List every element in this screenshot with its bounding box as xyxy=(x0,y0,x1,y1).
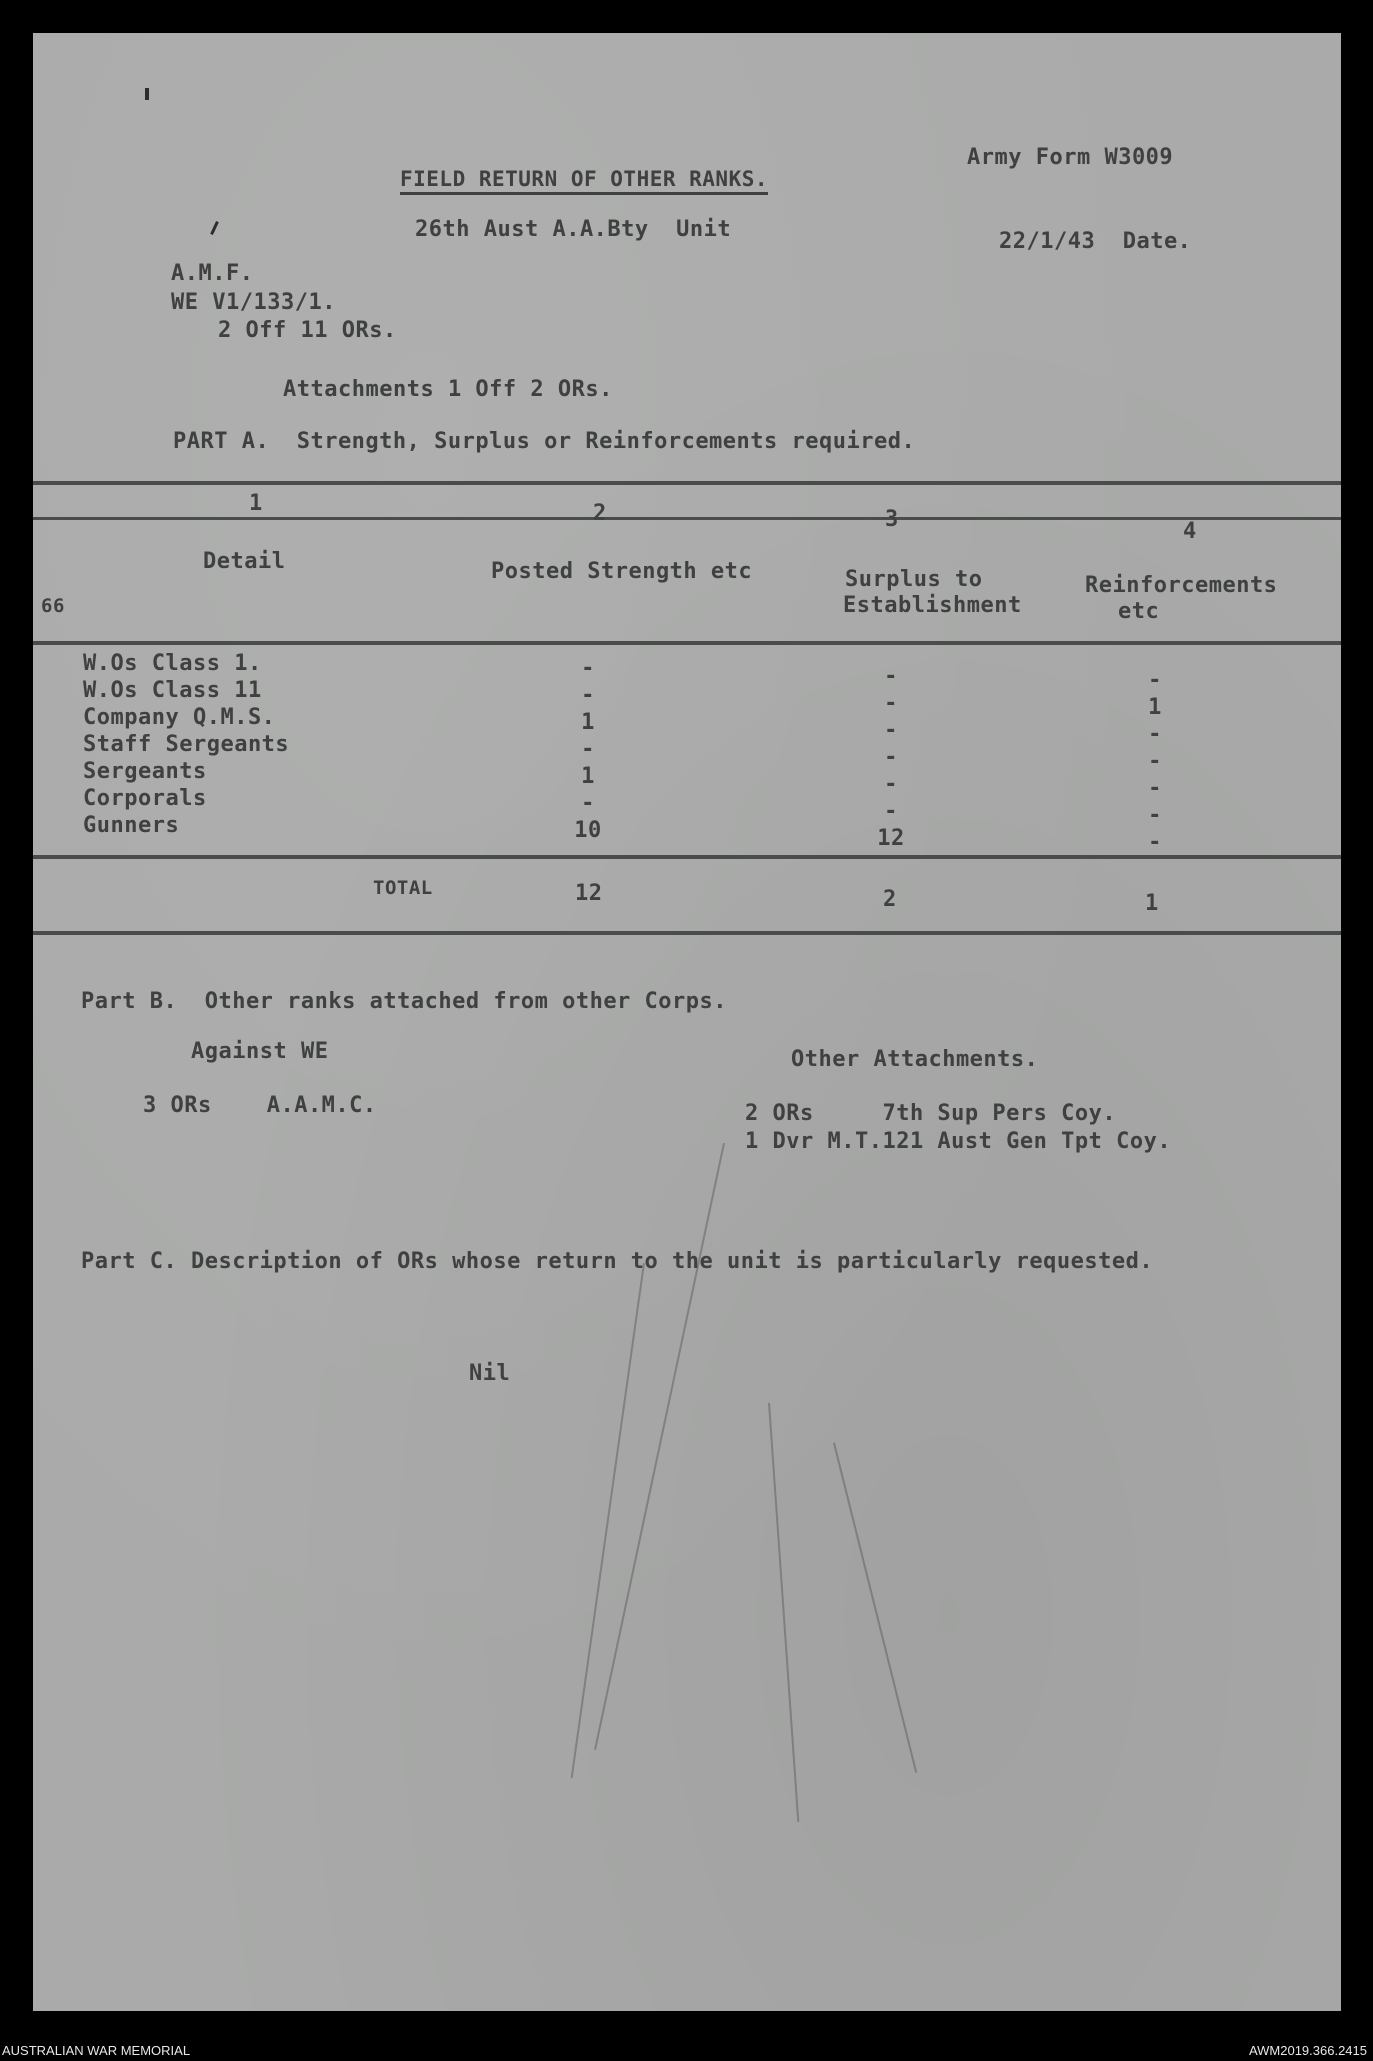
row-posted: - xyxy=(581,656,595,681)
row-posted: 10 xyxy=(574,818,602,843)
column-number-3: 3 xyxy=(885,507,899,532)
attachments-line: Attachments 1 Off 2 ORs. xyxy=(283,377,613,402)
row-surplus: - xyxy=(884,691,898,716)
surplus-column xyxy=(871,663,911,852)
date-line: 22/1/43 Date. xyxy=(999,229,1192,254)
establishment-line-3: 2 Off 11 ORs. xyxy=(218,318,397,343)
other-attachment-entry: 2 ORs 7th Sup Pers Coy. xyxy=(745,1101,1117,1126)
row-reinforcements: - xyxy=(1148,830,1162,855)
document-page xyxy=(33,33,1341,2011)
row-surplus: - xyxy=(884,745,898,770)
against-we-entry: 3 ORs A.A.M.C. xyxy=(143,1093,377,1118)
other-attachment-entry: 1 Dvr M.T.121 Aust Gen Tpt Coy. xyxy=(745,1129,1172,1154)
header-posted-strength: Posted Strength etc xyxy=(491,559,753,584)
header-surplus-line-2: Establishment xyxy=(843,593,1022,618)
header-reinforcements-line-2: etc xyxy=(1118,599,1160,624)
reinforcements-column xyxy=(1135,667,1175,856)
row-reinforcements: - xyxy=(1148,803,1162,828)
paper-crease xyxy=(594,1143,725,1750)
row-posted: 1 xyxy=(581,764,595,789)
table-rule-header xyxy=(33,641,1341,645)
stray-mark xyxy=(210,221,219,235)
table-rule-numbers xyxy=(33,517,1341,520)
row-surplus: - xyxy=(884,718,898,743)
row-posted: - xyxy=(581,737,595,762)
against-we-label: Against WE xyxy=(191,1039,329,1064)
side-mark: 66 xyxy=(41,595,65,617)
row-detail: Company Q.M.S. xyxy=(83,705,276,730)
row-surplus: 12 xyxy=(877,826,905,851)
row-surplus: - xyxy=(884,799,898,824)
row-reinforcements: - xyxy=(1148,668,1162,693)
establishment-line-1: A.M.F. xyxy=(171,261,254,286)
footer-accession-number: AWM2019.366.2415 xyxy=(1248,2043,1367,2058)
header-detail: Detail xyxy=(203,549,286,574)
total-posted: 12 xyxy=(575,881,603,906)
row-reinforcements: - xyxy=(1148,749,1162,774)
part-c-entry: Nil xyxy=(469,1361,511,1386)
row-detail: Corporals xyxy=(83,786,207,811)
posted-strength-column xyxy=(568,655,608,844)
row-reinforcements: 1 xyxy=(1148,695,1162,720)
header-reinforcements-line-1: Reinforcements xyxy=(1085,573,1278,598)
other-attachments-label: Other Attachments. xyxy=(791,1047,1039,1072)
part-c-heading: Part C. Description of ORs whose return to the unit is particularly requested. xyxy=(81,1249,1154,1274)
document-title: FIELD RETURN OF OTHER RANKS. xyxy=(400,167,769,191)
column-number-2: 2 xyxy=(593,501,607,526)
total-surplus: 2 xyxy=(883,887,897,912)
part-a-heading: PART A. Strength, Surplus or Reinforcements required. xyxy=(173,429,916,454)
row-surplus: - xyxy=(884,664,898,689)
header-surplus-line-1: Surplus to xyxy=(845,567,983,592)
row-posted: 1 xyxy=(581,710,595,735)
total-reinforcements: 1 xyxy=(1145,891,1159,916)
paper-crease xyxy=(571,1263,645,1778)
paper-crease xyxy=(833,1443,917,1773)
army-form-number: Army Form W3009 xyxy=(967,145,1174,170)
row-surplus: - xyxy=(884,772,898,797)
footer-archive-name: AUSTRALIAN WAR MEMORIAL xyxy=(2,2043,191,2058)
row-detail: W.Os Class 1. xyxy=(83,651,262,676)
unit-line: 26th Aust A.A.Bty Unit xyxy=(415,217,732,242)
row-reinforcements: - xyxy=(1148,776,1162,801)
row-posted: - xyxy=(581,683,595,708)
row-detail: W.Os Class 11 xyxy=(83,678,262,703)
stray-mark xyxy=(145,88,149,100)
column-number-4: 4 xyxy=(1183,519,1197,544)
paper-crease xyxy=(768,1403,799,1822)
total-label: TOTAL xyxy=(373,877,433,899)
row-detail: Gunners xyxy=(83,813,180,838)
row-detail: Staff Sergeants xyxy=(83,732,290,757)
row-posted: - xyxy=(581,791,595,816)
row-reinforcements: - xyxy=(1148,722,1162,747)
table-rule-top xyxy=(33,481,1341,485)
part-b-heading: Part B. Other ranks attached from other Corps. xyxy=(81,989,728,1014)
row-detail: Sergeants xyxy=(83,759,207,784)
table-rule-total xyxy=(33,931,1341,935)
establishment-line-2: WE V1/133/1. xyxy=(171,290,336,315)
column-number-1: 1 xyxy=(249,491,263,516)
